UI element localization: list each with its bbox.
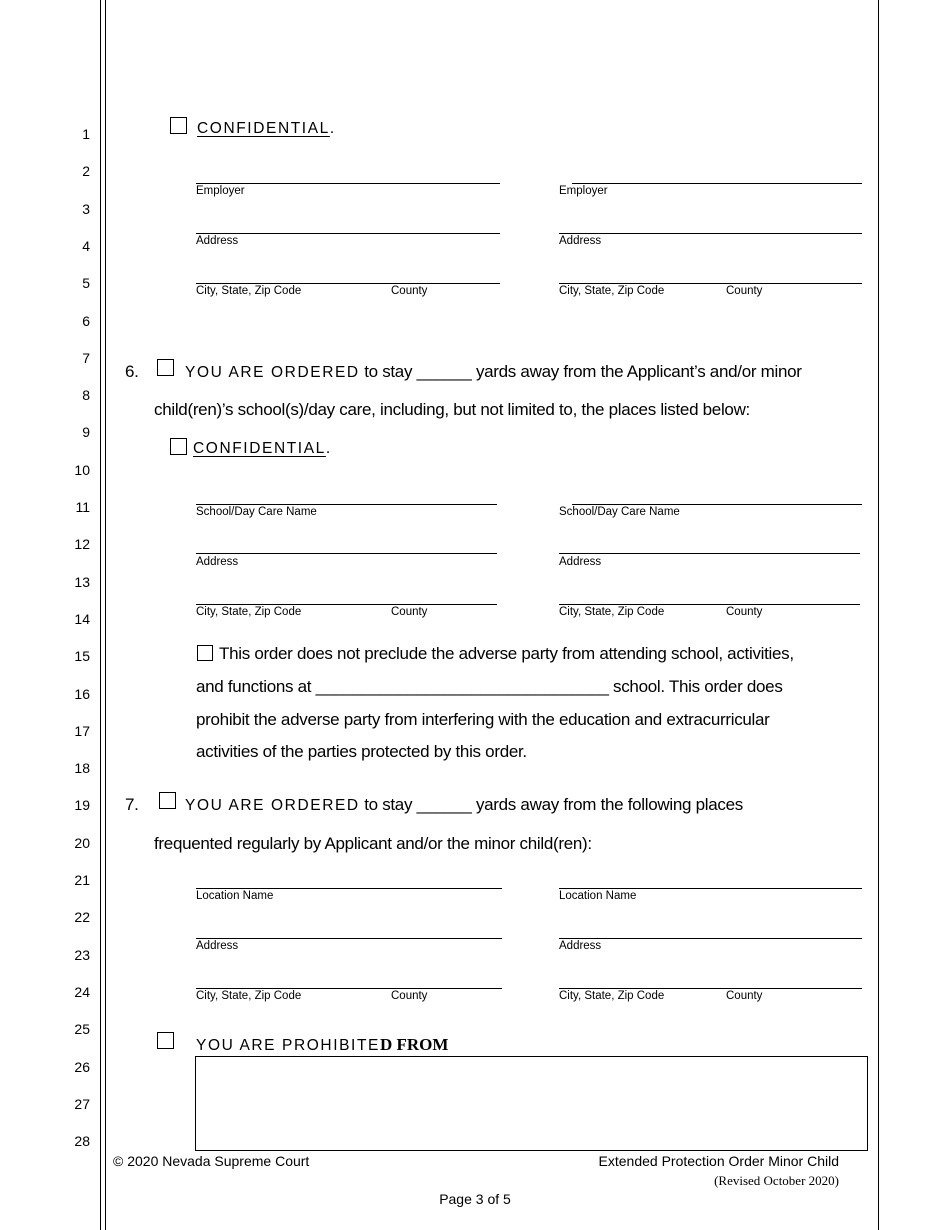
line-number: 28 [74, 1133, 90, 1150]
line-number: 15 [74, 648, 90, 665]
not-preclude-checkbox[interactable] [197, 645, 213, 661]
left-margin-line-2 [105, 0, 106, 1230]
school-county-label-left: County [391, 606, 428, 618]
location-label-left: Location Name [196, 890, 274, 902]
line-number: 13 [74, 573, 90, 590]
note-line-4: activities of the parties protected by this order. [196, 742, 527, 761]
line-number: 5 [82, 275, 90, 292]
right-margin-line [878, 0, 879, 1230]
confidential-checkbox-employer[interactable] [170, 117, 187, 134]
line-number: 12 [74, 536, 90, 553]
school-label-left: School/Day Care Name [196, 506, 317, 518]
school-city-label-left: City, State, Zip Code [196, 606, 302, 618]
line-number: 2 [82, 163, 90, 180]
section6-checkbox[interactable] [157, 359, 174, 376]
section7-line1: YOU ARE ORDERED to stay ______ yards away from the following places [185, 795, 743, 814]
section6-line2: child(ren)’s school(s)/day care, including, but not limited to, the places listed below: [154, 400, 750, 419]
line-number: 23 [74, 946, 90, 963]
footer-revised: (Revised October 2020) [714, 1173, 839, 1188]
note-line-2: and functions at ________________________________ school. This order does [196, 677, 783, 696]
school-city-label-right: City, State, Zip Code [559, 606, 665, 618]
line-number: 26 [74, 1058, 90, 1075]
line-number: 18 [74, 760, 90, 777]
prohibited-heading: YOU ARE PROHIBITED FROM [196, 1035, 449, 1054]
location-county-label-left: County [391, 990, 428, 1002]
line-number: 27 [74, 1095, 90, 1112]
left-margin-line-1 [100, 0, 101, 1230]
confidential-checkbox-school[interactable] [170, 438, 187, 455]
footer-page-number: Page 3 of 5 [439, 1191, 511, 1207]
note-line-3: prohibit the adverse party from interfering with the education and extracurricular [196, 710, 770, 729]
line-number: 17 [74, 722, 90, 739]
county-label-right: County [726, 285, 763, 297]
footer-copyright: © 2020 Nevada Supreme Court [113, 1153, 310, 1169]
section6-line1: YOU ARE ORDERED to stay ______ yards away from the Applicant’s and/or minor [185, 362, 802, 381]
line-number: 4 [82, 237, 90, 254]
confidential-label-employer: CONFIDENTIAL. [197, 120, 336, 137]
line-number: 6 [82, 312, 90, 329]
section7-checkbox[interactable] [159, 792, 176, 809]
line-number: 19 [74, 797, 90, 814]
location-city-label-left: City, State, Zip Code [196, 990, 302, 1002]
section7-line2: frequented regularly by Applicant and/or the minor child(ren): [154, 834, 592, 853]
line-number: 9 [82, 424, 90, 441]
address-label-left: Address [196, 235, 239, 247]
line-number: 7 [82, 349, 90, 366]
section6-number: 6. [125, 362, 139, 381]
line-number: 14 [74, 610, 90, 627]
county-label-left: County [391, 285, 428, 297]
prohibited-checkbox[interactable] [157, 1032, 174, 1049]
line-number: 20 [74, 834, 90, 851]
employer-label-left: Employer [196, 185, 245, 197]
city-label-right: City, State, Zip Code [559, 285, 665, 297]
line-number: 21 [74, 872, 90, 888]
school-label-right: School/Day Care Name [559, 506, 680, 518]
section7-number: 7. [125, 795, 139, 814]
line-number: 3 [82, 200, 90, 217]
location-label-right: Location Name [559, 890, 637, 902]
line-number: 25 [74, 1021, 90, 1038]
line-number: 10 [74, 461, 90, 478]
location-address-label-right: Address [559, 940, 602, 952]
line-number: 24 [74, 983, 90, 1000]
line-number: 16 [74, 685, 90, 702]
line-number: 11 [75, 499, 90, 515]
address-label-right: Address [559, 235, 602, 247]
city-label-left: City, State, Zip Code [196, 285, 302, 297]
location-city-label-right: City, State, Zip Code [559, 990, 665, 1002]
school-address-label-right: Address [559, 556, 602, 568]
employer-label-right: Employer [559, 185, 608, 197]
school-county-label-right: County [726, 606, 763, 618]
prohibited-textbox[interactable] [195, 1056, 868, 1151]
school-address-label-left: Address [196, 556, 239, 568]
location-county-label-right: County [726, 990, 763, 1002]
footer-form-title: Extended Protection Order Minor Child [598, 1153, 839, 1169]
line-number: 8 [82, 387, 90, 404]
line-number: 22 [74, 909, 90, 926]
confidential-label-school: CONFIDENTIAL. [193, 440, 332, 457]
note-line-1: This order does not preclude the adverse party from attending school, activities, [219, 644, 794, 663]
location-address-label-left: Address [196, 940, 239, 952]
line-number: 1 [82, 126, 90, 142]
